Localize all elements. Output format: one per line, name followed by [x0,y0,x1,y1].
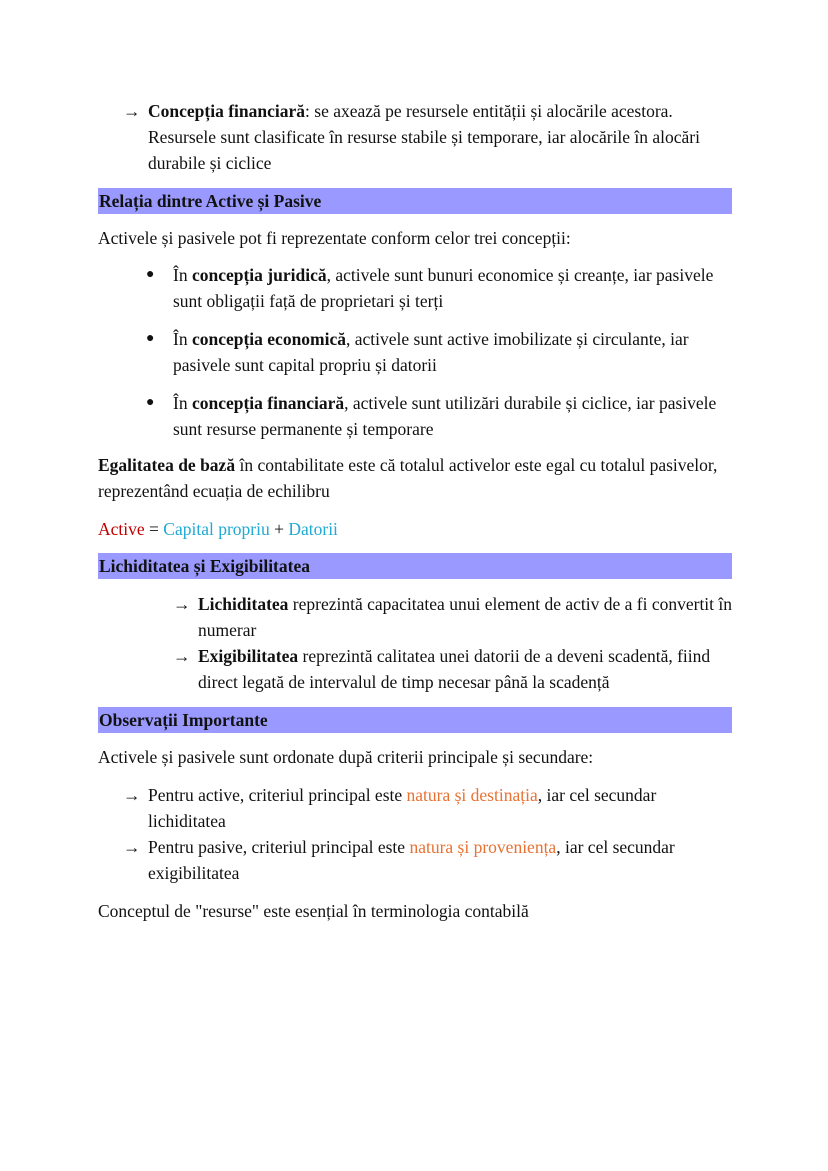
equality-paragraph: Egalitatea de bază în contabilitate este că totalul activelor este egal cu totalul pasivelor, reprezentând ecuația de echilibru [98,455,718,501]
closing-note: Conceptul de "resurse" este esențial în terminologia contabilă [98,901,529,921]
arrow-icon: → [123,101,141,121]
arrow-icon: → [173,594,191,614]
list-item: ● În concepția juridică, activele sunt bunuri economice și creanțe, iar pasivele sunt obligații față de proprietari și terți [98,262,732,314]
bullet-icon: ● [146,331,155,346]
section-heading-relation: Relația dintre Active și Pasive [98,188,732,214]
equation-lhs: Active [98,519,145,539]
section-heading-observations: Observații Importante [98,707,732,733]
bullet-icon: ● [146,267,155,282]
ordering-criteria-list [98,782,732,886]
concepts-list [98,262,732,442]
arrow-icon: → [123,837,141,857]
item-text: : se axează pe resursele entității și alocările acestora. Resursele sunt clasificate în resurse stabile și temporare, iar alocările în alocări durabile și ciclice [148,101,700,173]
arrow-icon: → [123,785,141,805]
balance-equation: Active = Capital propriu + Datorii [98,519,338,539]
section-intro: Activele și pasivele sunt ordonate după criterii principale și secundare: [98,747,594,767]
equation-term-debts: Datorii [288,519,338,539]
term-bold: Concepția financiară [148,101,306,121]
highlighted-criterion: natura și destinația [406,785,538,805]
liquidity-list [98,591,732,695]
section-intro: Activele și pasivele pot fi reprezentate conform celor trei concepții: [98,228,571,248]
list-item: → Lichiditatea reprezintă capacitatea unui element de activ de a fi convertit în numerar [98,591,732,643]
list-item: → Pentru active, criteriul principal este natura și destinația, iar cel secundar lichiditatea [98,782,732,834]
bullet-icon: ● [146,395,155,410]
list-item: → Exigibilitatea reprezintă calitatea unei datorii de a deveni scadentă, fiind direct legată de intervalul de timp necesar până la scadență [98,643,732,695]
highlighted-criterion: natura și proveniența [409,837,557,857]
equation-term-equity: Capital propriu [163,519,270,539]
list-item: ● În concepția financiară, activele sunt utilizări durabile și ciclice, iar pasivele sunt resurse permanente și temporare [98,390,732,442]
arrow-icon: → [173,646,191,666]
financial-concept-item [98,98,732,176]
list-item: ● În concepția economică, activele sunt active imobilizate și circulante, iar pasivele sunt capital propriu și datorii [98,326,732,378]
section-heading-liquidity: Lichiditatea și Exigibilitatea [98,553,732,579]
document-page [98,98,732,924]
list-item: → Pentru pasive, criteriul principal este natura și proveniența, iar cel secundar exigibilitatea [98,834,732,886]
